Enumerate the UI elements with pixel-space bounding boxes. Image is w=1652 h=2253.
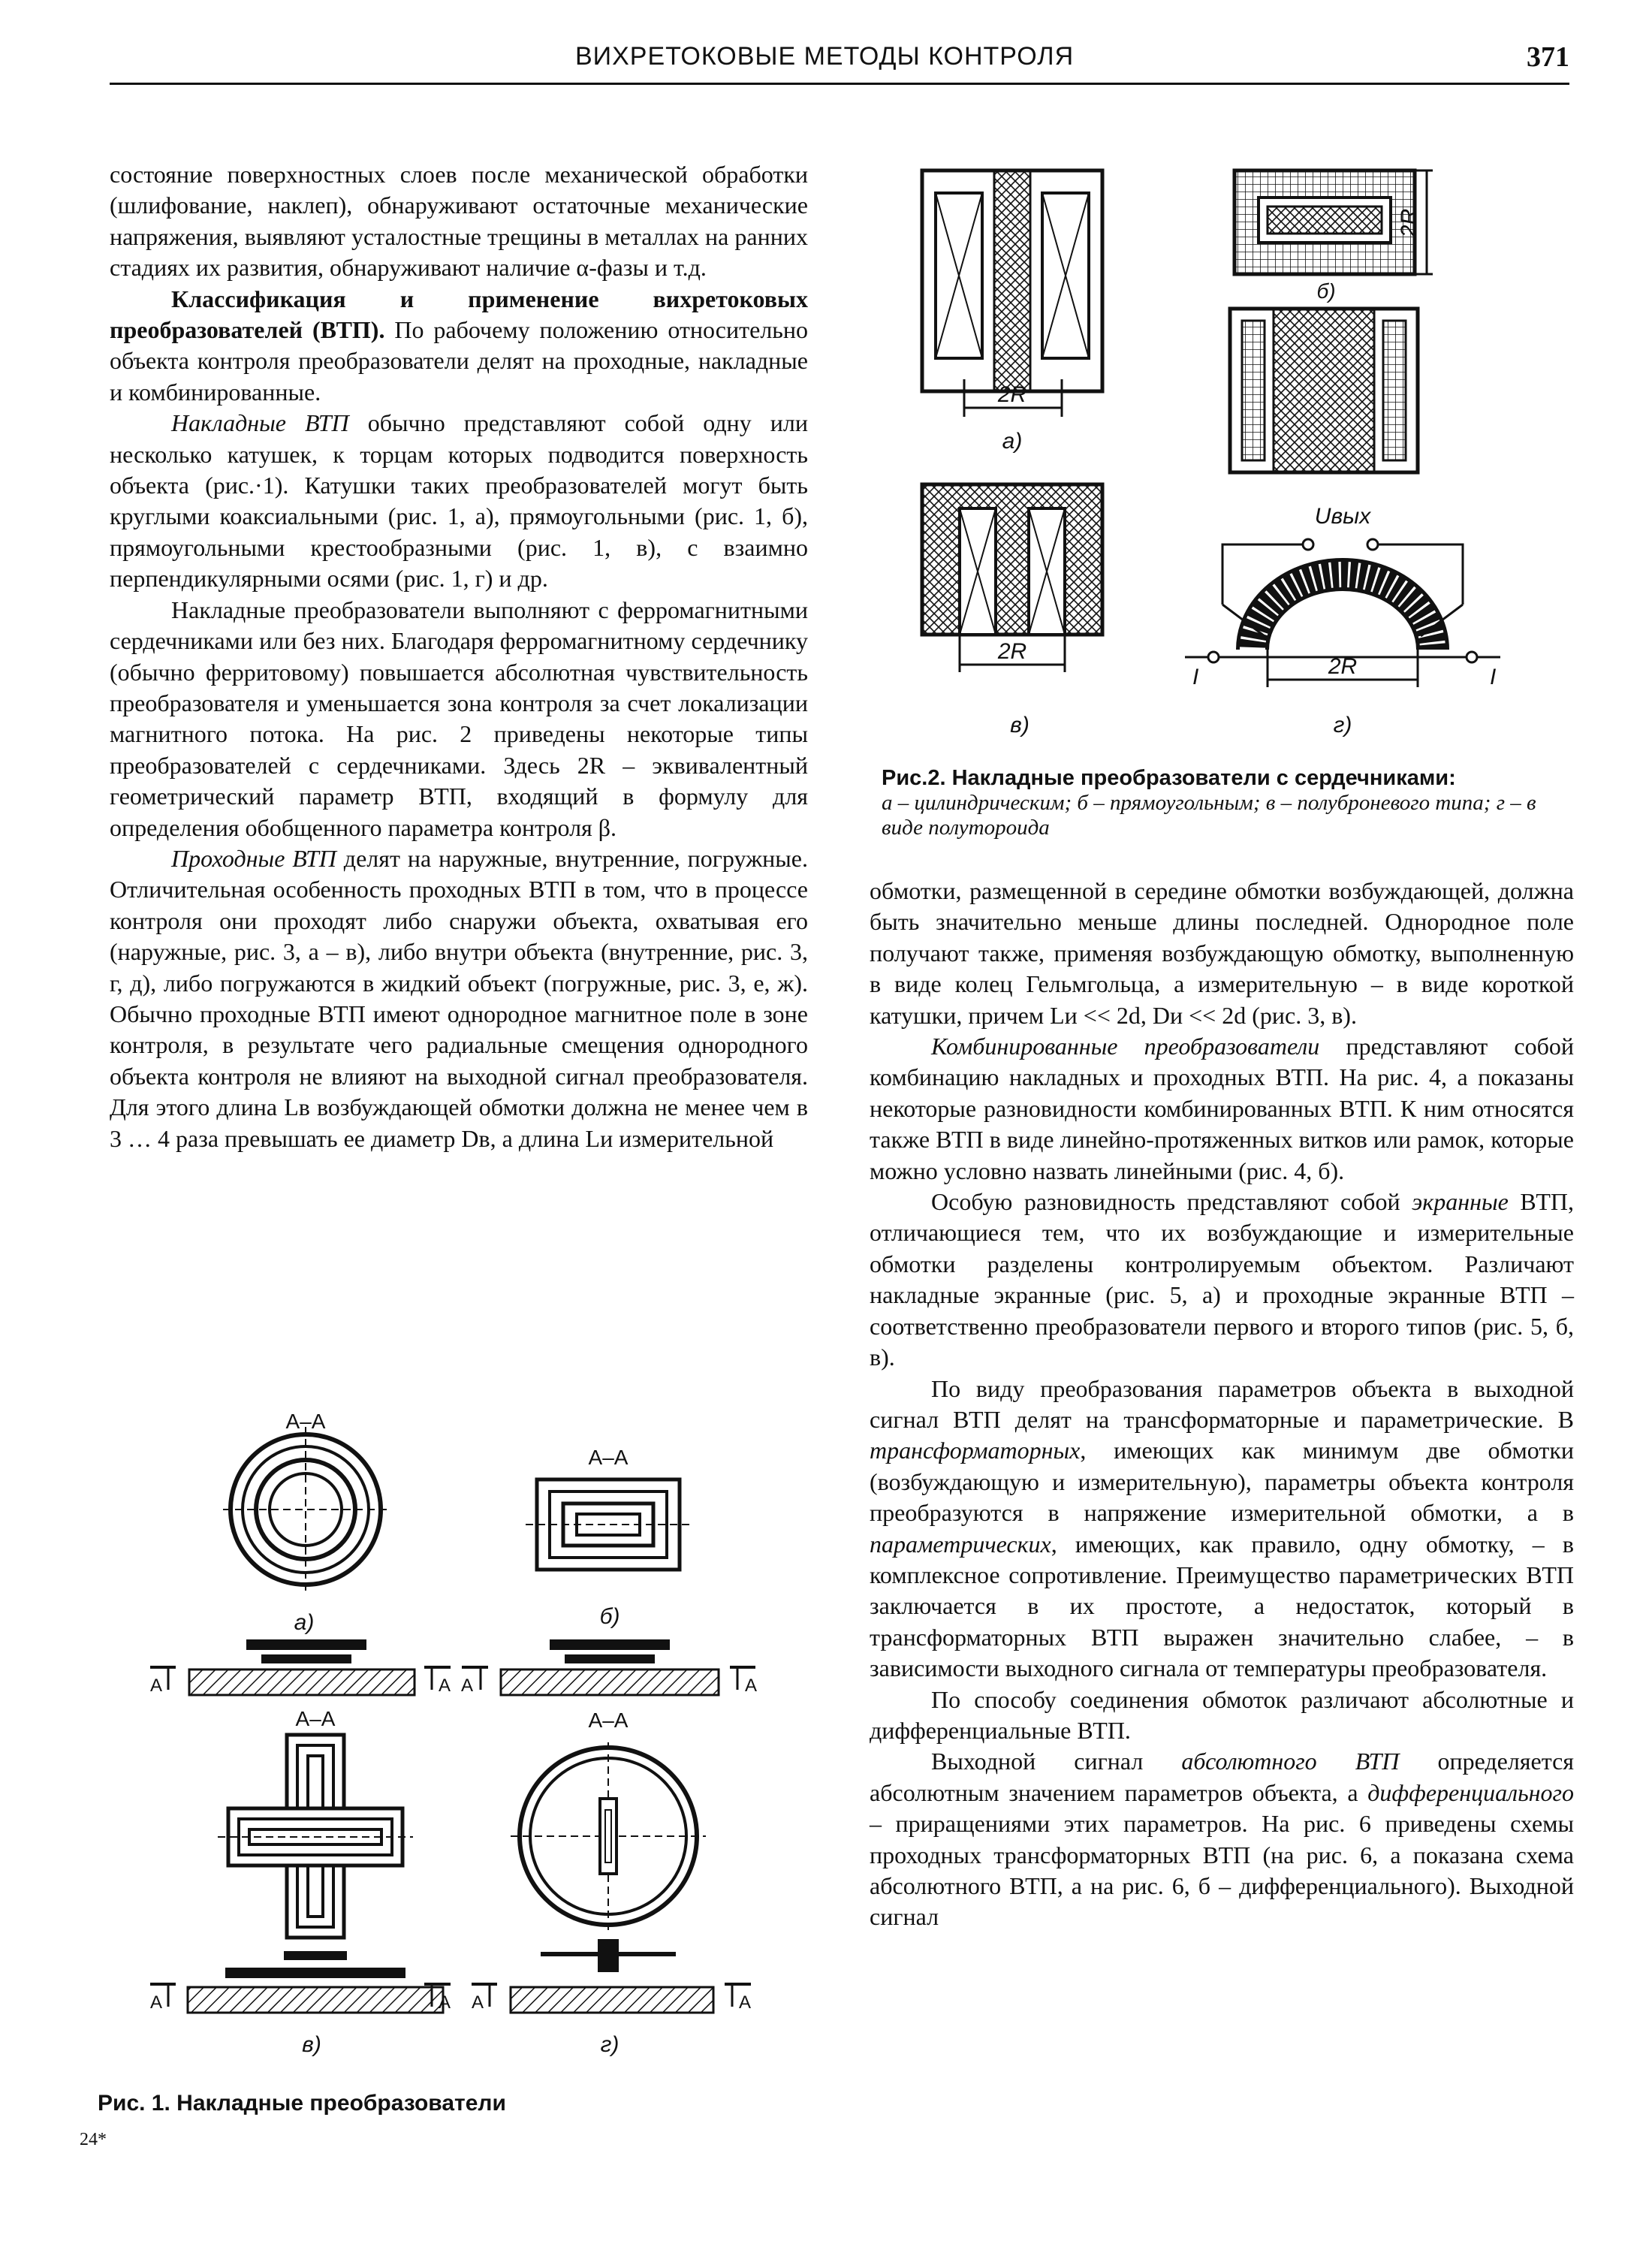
- svg-text:А–А: А–А: [588, 1709, 629, 1732]
- paragraph: По способу соединения обмоток различают абсолютные и дифференциальные ВТП.: [870, 1685, 1574, 1744]
- svg-text:в): в): [1010, 713, 1029, 737]
- paragraph: Накладные ВТП обычно представляют собой одну или несколько катушек, к торцам которых подводится поверхность объекта (рис.·1). Катушки таких преобразователей могут быть круглыми коаксиальными (рис. 1, а), прямоугольными (рис. 1, б), прямоугольными крестообразными (рис. 1, в), с взаимно перпендикулярными осями (рис. 1, г) и др.: [110, 409, 809, 593]
- svg-text:А: А: [461, 1675, 474, 1696]
- fig1-v: [150, 1707, 451, 2057]
- svg-text:А: А: [150, 1675, 163, 1696]
- page-number: 371: [1527, 41, 1569, 73]
- page-header: [110, 39, 1569, 85]
- paragraph: Особую разновидность представляют собой экранные ВТП, отличающиеся тем, что их возбуждающие и измерительные обмотки разделены контролируемым объектом. Различают накладные экранные (рис. 5, а) и проходные экранные ВТП – соответственно преобразователи первого и второго типов (рис. 5, б, в).: [870, 1188, 1575, 1371]
- section-heading: Классификация и применение вихретоковых преобразователей (ВТП).: [110, 285, 808, 344]
- svg-text:а): а): [1002, 429, 1023, 454]
- svg-text:г): г): [1333, 713, 1352, 737]
- fig2-a: [922, 170, 1102, 454]
- paragraph: Накладные преобразователи выполняют с ферромагнитными сердечниками или без них. Благодаря ферромагнитному сердечнику (обычно ферритовому) повышается абсолютная чувствительность преобразователя и уменьшается зона контроля за счет локализации магнитного потока. На рис. 2 приведены некоторые типы преобразователей с сердечниками. Здесь 2R – эквивалентный геометрический параметр ВТП, входящий в формулу для определения обобщенного параметра контроля β.: [110, 596, 808, 841]
- fig2-v: [922, 484, 1102, 737]
- svg-text:А: А: [745, 1675, 758, 1696]
- left-column: [110, 159, 808, 1154]
- fig1-a: [150, 1412, 451, 1696]
- fig1-b: [461, 1446, 757, 1696]
- svg-text:2R: 2R: [1328, 654, 1358, 679]
- svg-text:2R: 2R: [1397, 208, 1421, 238]
- fig2-b: [1230, 170, 1433, 472]
- paragraph: По виду преобразования параметров объекта в выходной сигнал ВТП делят на трансформаторные и параметрические. В трансформаторных, имеющих как минимум две обмотки (возбуждающую и измерительную), параметры объекта контроля преобразуются в напряжение измерительной обмотки, а в параметрических, имеющих, как правило, одну обмотку, – в комплексное сопротивление. Преимущество параметрических ВТП заключается в их простоте, а недостаток, который в трансформаторных ВТП выражен значительно слабее, – в зависимости выходного сигнала от температуры преобразователя.: [870, 1374, 1574, 1682]
- figure-2-drawing: [862, 154, 1575, 755]
- paragraph: Комбинированные преобразователи представляют собой комбинацию накладных и проходных ВТП. На рис. 4, а показаны некоторые разновидности комбинированных ВТП. К ним относятся также ВТП в виде линейно-протяженных витков или рамок, которые можно условно назвать линейными (рис. 4, б).: [870, 1033, 1574, 1184]
- figure-1-caption: Рис. 1. Накладные преобразователи: [98, 2091, 506, 2116]
- figure-2-caption: Рис.2. Накладные преобразователи с сердечниками: а – цилиндрическим; б – прямоугольным; в – полуброневого типа; г – в виде полутороида: [882, 766, 1536, 840]
- signature-mark: 24*: [80, 2130, 107, 2149]
- svg-text:А: А: [439, 1675, 451, 1696]
- svg-text:А: А: [439, 1992, 451, 2013]
- svg-text:А–А: А–А: [295, 1707, 336, 1730]
- running-title: ВИХРЕТОКОВЫЕ МЕТОДЫ КОНТРОЛЯ: [575, 42, 1075, 71]
- fig2-g: [1185, 504, 1500, 737]
- paragraph: состояние поверхностных слоев после механической обработки (шлифование, наклеп), обнаруживают остаточные механические напряжения, выявляют усталостные трещины в металлах на ранних стадиях их развития, обнаруживают наличие α-фазы и т.д.: [110, 161, 808, 282]
- paragraph: Классификация и применение вихретоковых преобразователей (ВТП). По рабочему положению относительно объекта контроля преобразователи делят на проходные, накладные и комбинированные.: [110, 285, 808, 406]
- svg-text:А–А: А–А: [285, 1412, 326, 1433]
- paragraph: обмотки, размещенной в середине обмотки возбуждающей, должна быть значительно меньше длины последней. Однородное поле получают также, применяя возбуждающую обмотку, выполненную в виде колец Гельмгольца, а измерительную – в виде короткой катушки, причем Lи << 2d, Dи << 2d (рис. 3, в).: [870, 877, 1574, 1029]
- paragraph: Выходной сигнал абсолютного ВТП определяется абсолютным значением параметров объекта, а дифференциального – приращениями этих параметров. На рис. 6 приведены схемы проходных трансформаторных ВТП (на рис. 6, а показана схема абсолютного ВТП, а на рис. 6, б – дифференциального). Выходной сигнал: [870, 1748, 1575, 1931]
- figure-1-drawing: [90, 1412, 811, 2073]
- svg-text:2R: 2R: [997, 382, 1027, 407]
- paragraph: Проходные ВТП делят на наружные, внутренние, погружные. Отличительная особенность проходных ВТП в том, что в процессе контроля они проходят либо снаружи объекта, охватывая его (наружные, рис. 3, а – в), либо внутри объекта (внутренние, рис. 3, г, д), либо погружаются в жидкий объект (погружные, рис. 3, е, ж). Обычно проходные ВТП имеют однородное магнитное поле в зоне контроля, в результате чего радиальные смещения однородного объекта контроля не влияют на выходной сигнал преобразователя. Для этого длина Lв возбуждающей обмотки должна не менее чем в 3 … 4 раза превышать ее диаметр Dв, а длина Lи измерительной: [110, 844, 808, 1152]
- svg-text:г): г): [600, 2032, 620, 2057]
- svg-text:А: А: [739, 1992, 752, 2013]
- right-column: [870, 876, 1574, 1933]
- fig1-g: [472, 1709, 751, 2057]
- svg-text:2R: 2R: [997, 639, 1027, 664]
- svg-text:Uвых: Uвых: [1314, 504, 1371, 529]
- svg-text:А: А: [150, 1992, 163, 2013]
- svg-text:А–А: А–А: [588, 1446, 629, 1469]
- svg-text:I: I: [1490, 665, 1497, 689]
- svg-text:I: I: [1192, 665, 1199, 689]
- svg-text:А: А: [472, 1992, 484, 2013]
- svg-text:а): а): [294, 1610, 315, 1635]
- svg-text:б): б): [1316, 279, 1336, 303]
- svg-text:в): в): [302, 2032, 321, 2057]
- svg-text:б): б): [599, 1604, 620, 1629]
